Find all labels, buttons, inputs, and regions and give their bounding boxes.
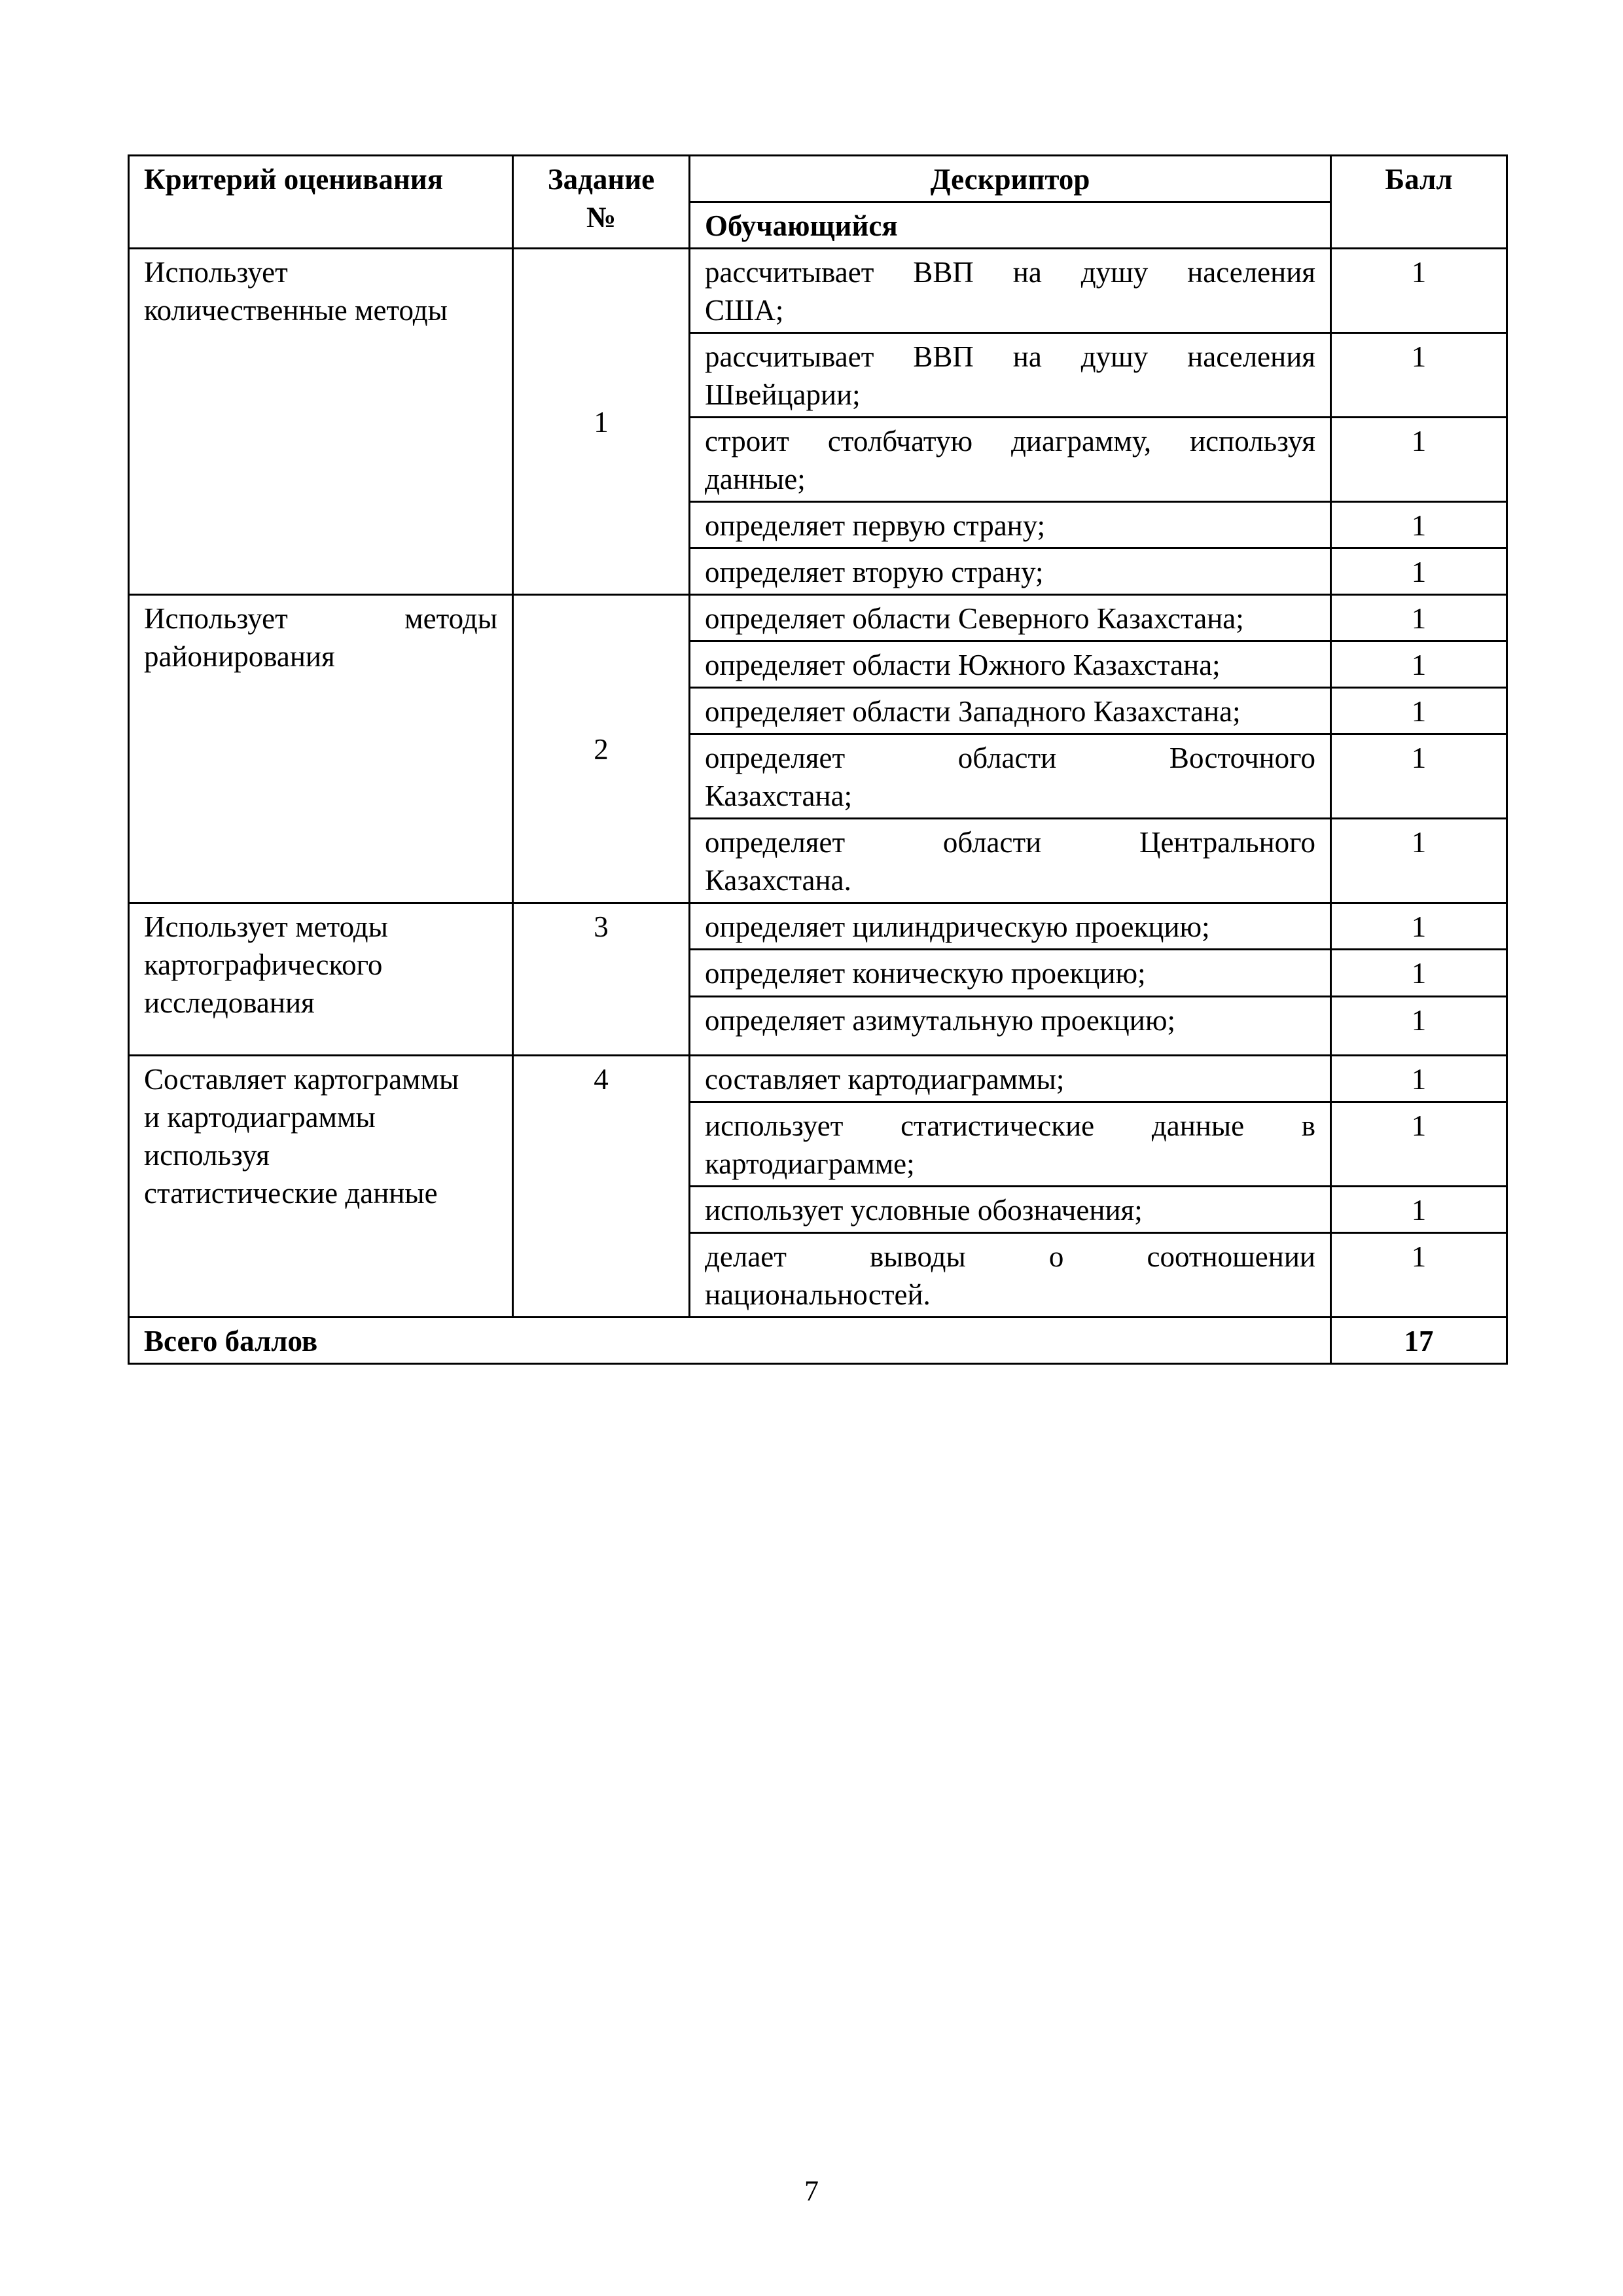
task-number: 1 [513, 249, 690, 595]
criterion-line: исследования [144, 986, 315, 1019]
descriptor-cell [690, 1187, 1331, 1233]
descriptor-line: определяет области Восточного [705, 742, 1315, 774]
descriptor-cell [690, 903, 1331, 950]
criterion-cell [129, 249, 513, 595]
descriptor-line: определяет первую страну; [705, 509, 1046, 542]
score-cell: 1 [1331, 418, 1507, 502]
descriptor-cell [690, 502, 1331, 548]
score-cell: 1 [1331, 950, 1507, 997]
score-cell: 1 [1331, 1233, 1507, 1318]
criterion-cell [129, 903, 513, 1056]
score-cell: 1 [1331, 734, 1507, 819]
score-cell: 1 [1331, 1187, 1507, 1233]
score-cell: 1 [1331, 997, 1507, 1056]
task-number: 4 [513, 1056, 690, 1318]
score-cell: 1 [1331, 548, 1507, 595]
score-cell: 1 [1331, 249, 1507, 333]
descriptor-cell [690, 1233, 1331, 1318]
descriptor-line: Казахстана; [705, 780, 853, 812]
descriptor-cell [690, 950, 1331, 997]
descriptor-line: картодиаграмме; [705, 1147, 915, 1180]
score-cell: 1 [1331, 333, 1507, 418]
criterion-line: Использует методы [144, 910, 388, 943]
task-number: 3 [513, 903, 690, 1056]
header-score: Балл [1331, 156, 1507, 249]
descriptor-line: определяет коническую проекцию; [705, 957, 1146, 990]
descriptor-cell [690, 1102, 1331, 1187]
descriptor-line: определяет области Южного Казахстана; [705, 649, 1221, 681]
descriptor-line: Швейцарии; [705, 378, 861, 411]
score-cell: 1 [1331, 595, 1507, 641]
descriptor-cell [690, 688, 1331, 734]
descriptor-line: США; [705, 294, 784, 327]
criterion-line: статистические данные [144, 1177, 438, 1210]
descriptor-line: определяет области Западного Казахстана; [705, 695, 1241, 728]
score-cell: 1 [1331, 819, 1507, 903]
total-value: 17 [1331, 1318, 1507, 1364]
score-cell: 1 [1331, 1102, 1507, 1187]
descriptor-cell [690, 333, 1331, 418]
criterion-line: Использует [144, 256, 288, 289]
score-cell: 1 [1331, 688, 1507, 734]
header-learner: Обучающийся [690, 202, 1331, 249]
descriptor-cell [690, 997, 1331, 1056]
descriptor-line: рассчитывает ВВП на душу населения [705, 256, 1315, 289]
score-cell: 1 [1331, 502, 1507, 548]
descriptor-cell [690, 734, 1331, 819]
descriptor-line: составляет картодиаграммы; [705, 1063, 1065, 1096]
descriptor-cell [690, 1056, 1331, 1102]
descriptor-line: определяет области Северного Казахстана; [705, 602, 1244, 635]
descriptor-cell [690, 548, 1331, 595]
header-task-line1: Задание [547, 163, 655, 196]
score-cell: 1 [1331, 641, 1507, 688]
descriptor-line: Казахстана. [705, 864, 851, 897]
descriptor-line: определяет области Центрального [705, 826, 1315, 859]
descriptor-line: рассчитывает ВВП на душу населения [705, 340, 1315, 373]
criterion-line: Составляет картограммы [144, 1063, 459, 1096]
score-cell: 1 [1331, 1056, 1507, 1102]
score-cell: 1 [1331, 903, 1507, 950]
descriptor-line: национальностей. [705, 1278, 931, 1311]
task-number: 2 [513, 595, 690, 903]
assessment-rubric-table [128, 154, 1508, 1365]
descriptor-line: определяет вторую страну; [705, 556, 1044, 588]
descriptor-cell [690, 819, 1331, 903]
descriptor-line: определяет цилиндрическую проекцию; [705, 910, 1210, 943]
header-criterion: Критерий оценивания [129, 156, 513, 249]
descriptor-line: использует статистические данные в [705, 1109, 1315, 1142]
page-number: 7 [804, 2175, 819, 2207]
total-label: Всего баллов [129, 1318, 1331, 1364]
criterion-line: и картодиаграммы [144, 1101, 376, 1134]
criterion-cell [129, 595, 513, 903]
criterion-line: используя [144, 1139, 270, 1172]
descriptor-cell [690, 641, 1331, 688]
descriptor-line: использует условные обозначения; [705, 1194, 1143, 1227]
criterion-line: Использует методы [144, 602, 497, 635]
descriptor-cell [690, 418, 1331, 502]
descriptor-line: данные; [705, 463, 806, 495]
descriptor-cell [690, 249, 1331, 333]
criterion-cell [129, 1056, 513, 1318]
descriptor-cell [690, 595, 1331, 641]
descriptor-line: строит столбчатую диаграмму, используя [705, 425, 1315, 457]
criterion-line: количественные методы [144, 294, 448, 327]
descriptor-line: определяет азимутальную проекцию; [705, 1004, 1175, 1037]
header-descriptor: Дескриптор [690, 156, 1331, 202]
descriptor-line: делает выводы о соотношении [705, 1240, 1315, 1273]
header-task [513, 156, 690, 249]
header-task-line2: № [586, 201, 616, 234]
criterion-line: картографического [144, 948, 383, 981]
criterion-line: районирования [144, 640, 335, 673]
